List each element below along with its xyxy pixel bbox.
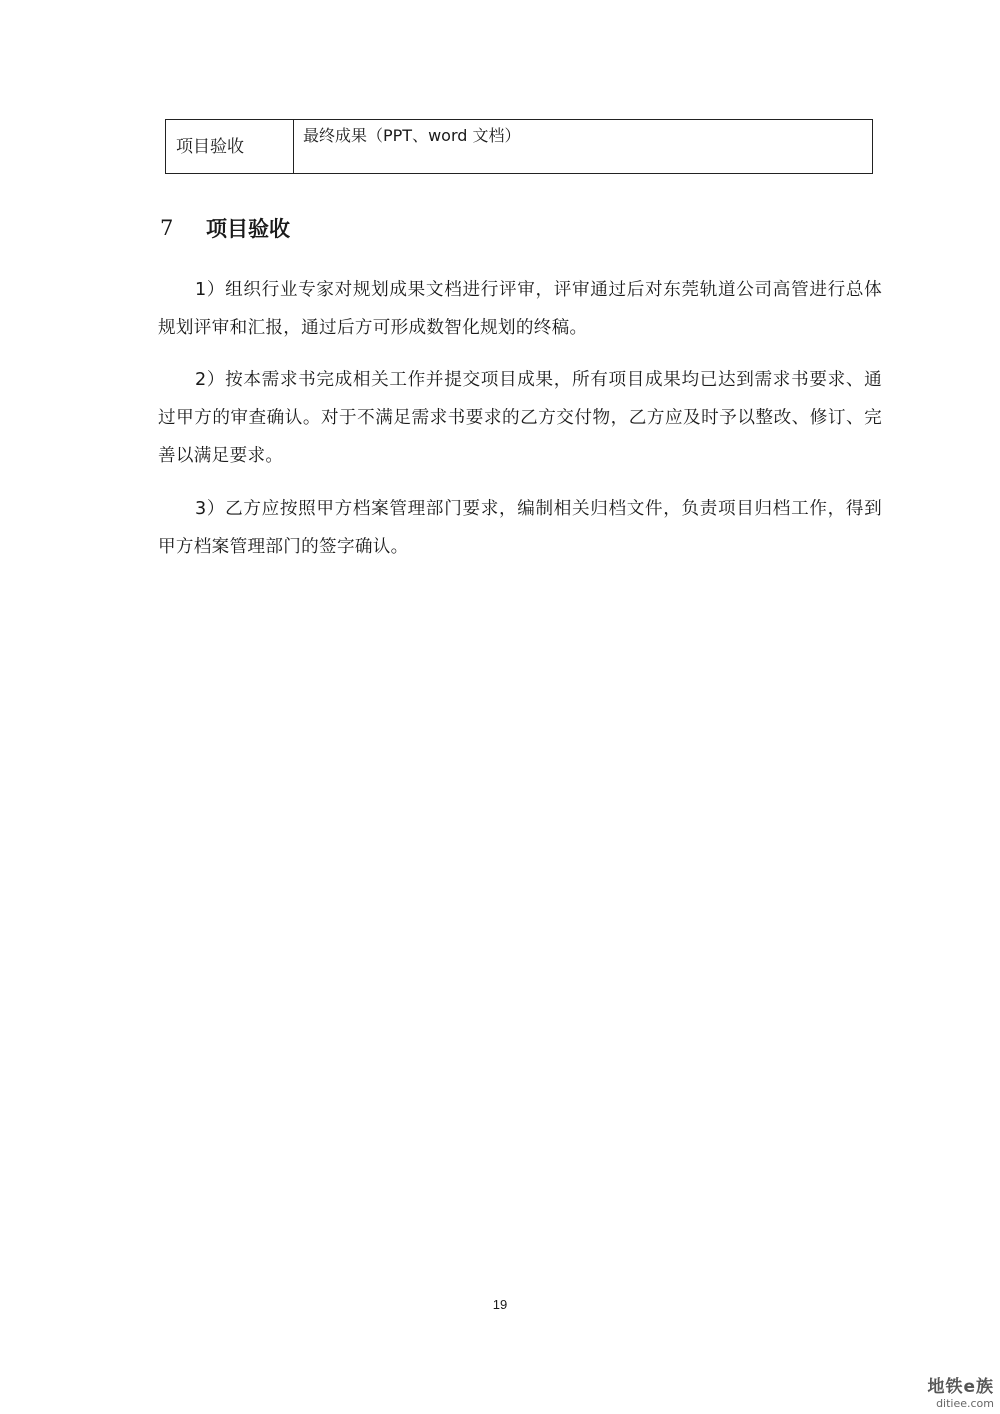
paragraph-1: 1）组织行业专家对规划成果文档进行评审，评审通过后对东莞轨道公司高管进行总体规划评审和汇报，通过后方可形成数智化规划的终稿。 (158, 280, 882, 338)
watermark-title: 地铁e族 (927, 1377, 994, 1397)
deliverables-table (165, 119, 873, 174)
section-title: 项目验收 (206, 217, 290, 241)
watermark-url: ditiee.com (936, 1397, 994, 1410)
paragraph-3: 3）乙方应按照甲方档案管理部门要求，编制相关归档文件，负责项目归档工作，得到甲方档案管理部门的签字确认。 (158, 499, 882, 557)
watermark (910, 1372, 994, 1410)
section-number: 7 (160, 216, 174, 240)
table-row-value: 最终成果（PPT、word 文档） (303, 126, 521, 145)
table-row-label: 项目验收 (166, 120, 294, 173)
paragraph-2: 2）按本需求书完成相关工作并提交项目成果，所有项目成果均已达到需求书要求、通过甲方的审查确认。对于不满足需求书要求的乙方交付物，乙方应及时予以整改、修订、完善以满足要求。 (158, 370, 882, 466)
section-heading (160, 213, 290, 243)
page-number: 19 (492, 1297, 508, 1312)
